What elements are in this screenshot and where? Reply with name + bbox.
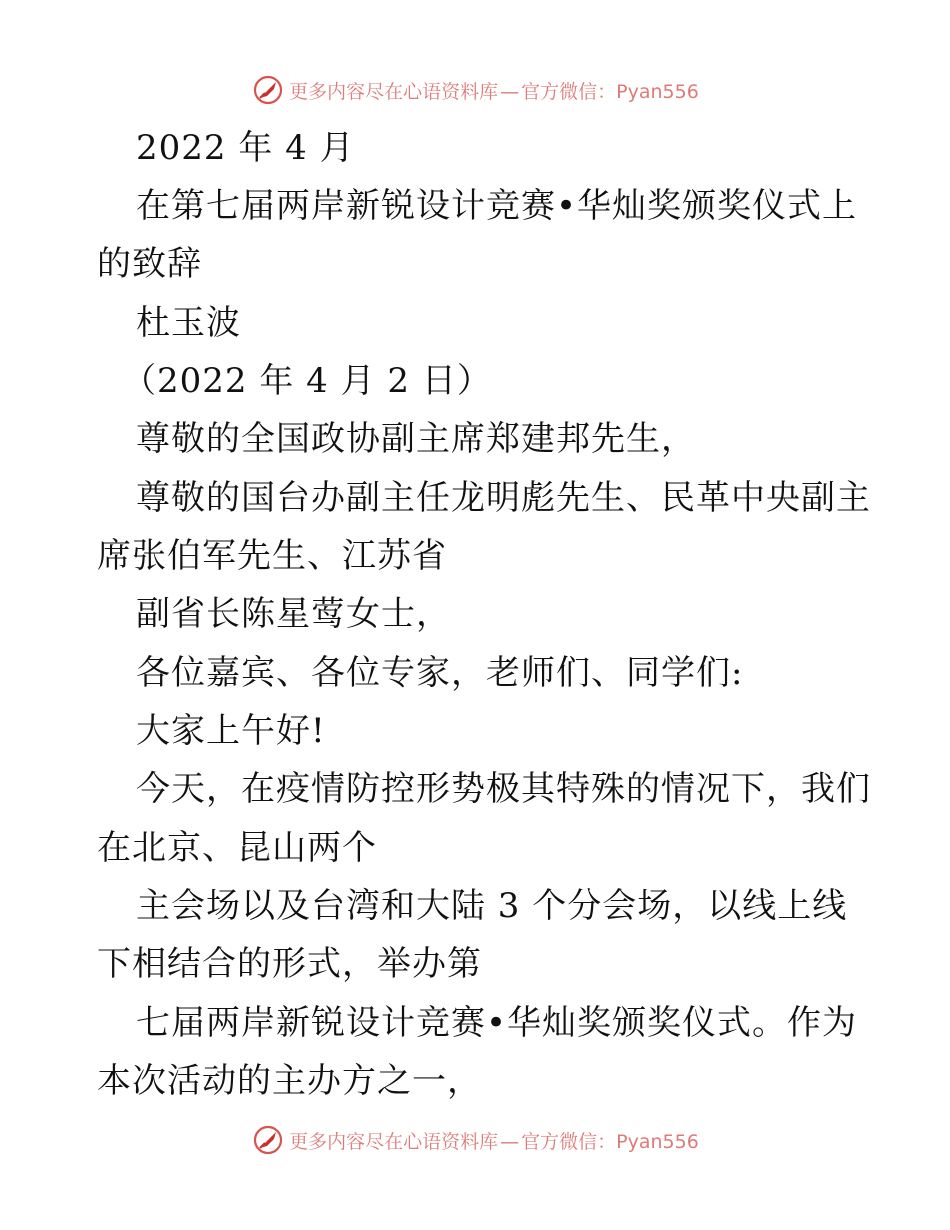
watermark-suffix: 官方微信：Pyan556 <box>521 80 699 103</box>
paragraph-line: 下相结合的形式，举办第 <box>97 944 482 984</box>
watermark-suffix: 官方微信：Pyan556 <box>521 1130 699 1153</box>
watermark-text <box>289 77 699 104</box>
salutation-line: 席张伯军先生、江苏省 <box>97 536 447 576</box>
speech-title: 在第七届两岸新锐设计竞赛•华灿奖颁奖仪式上 <box>136 186 858 226</box>
watermark-header <box>0 70 950 110</box>
paragraph-line: 今天，在疫情防控形势极其特殊的情况下，我们 <box>136 769 871 809</box>
speaker-name: 杜玉波 <box>136 303 241 343</box>
watermark-footer <box>0 1120 950 1160</box>
watermark-title: 更多内容尽在心语资料库 <box>289 1130 499 1153</box>
paragraph-line: 主会场以及台湾和大陆 3 个分会场，以线上线 <box>136 886 848 926</box>
salutation-line: 尊敬的全国政协副主席郑建邦先生， <box>136 419 696 459</box>
salutation-line: 副省长陈星莺女士， <box>136 594 451 634</box>
watermark-dash: — <box>500 80 520 103</box>
watermark-dash: — <box>500 1130 520 1153</box>
speech-title-cont: 的致辞 <box>97 244 202 284</box>
speech-date: （2022 年 4 月 2 日） <box>122 361 492 401</box>
paragraph-line: 本次活动的主办方之一， <box>97 1061 482 1101</box>
salutation-line: 各位嘉宾、各位专家，老师们、同学们: <box>136 653 744 693</box>
date-line: 2022 年 4 月 <box>136 128 355 168</box>
paragraph-line: 在北京、昆山两个 <box>97 828 377 868</box>
paragraph-line: 七届两岸新锐设计竞赛•华灿奖颁奖仪式。作为 <box>136 1003 858 1043</box>
quill-logo-icon <box>251 1123 285 1157</box>
greeting-line: 大家上午好! <box>136 711 326 751</box>
quill-logo-icon <box>251 73 285 107</box>
salutation-line: 尊敬的国台办副主任龙明彪先生、民革中央副主 <box>136 478 871 518</box>
watermark-title: 更多内容尽在心语资料库 <box>289 80 499 103</box>
watermark-text <box>289 1127 699 1154</box>
